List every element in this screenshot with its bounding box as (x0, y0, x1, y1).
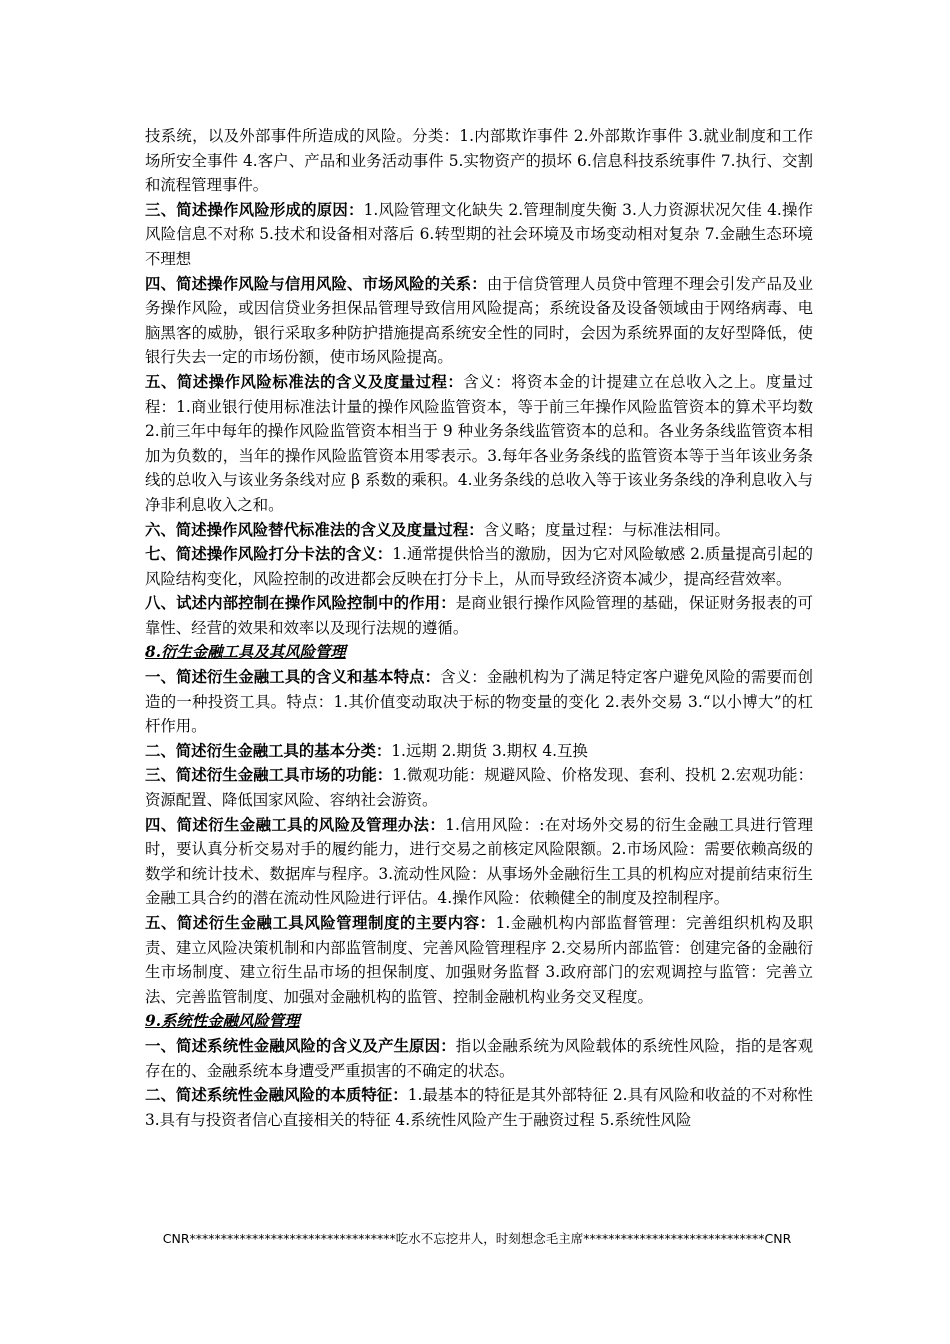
question-title: 七、简述操作风险打分卡法的含义： (145, 545, 393, 564)
qa-paragraph (145, 591, 813, 640)
answer-text: 是商业银行操作风险管理的基础，保证财务报表的可靠性、经营的效果和效率以及现行法规的遵循。 (145, 594, 813, 637)
qa-paragraph (145, 518, 813, 543)
qa-paragraph (145, 1034, 813, 1083)
qa-paragraph (145, 370, 813, 518)
qa-paragraph (145, 272, 813, 370)
qa-paragraph (145, 665, 813, 739)
section-heading: 8.衍生金融工具及其风险管理 (145, 643, 346, 662)
section-heading: 9.系统性金融风险管理 (145, 1012, 300, 1031)
answer-text: 由于信贷管理人员贷中管理不理会引发产品及业务操作风险，或因信贷业务担保品管理导致信用风险提高；系统设备及设备领域由于网络病毒、电脑黑客的威胁，银行采取多种防护措施提高系统安全性的同时，会因为系统界面的友好型降低，使银行失去一定的市场份额，使市场风险提高。 (145, 274, 813, 367)
answer-text: 1.金融机构内部监督管理：完善组织机构及职责、建立风险决策机制和内部监管制度、完善风险管理程序 2.交易所内部监管：创建完备的金融衍生市场制度、建立衍生品市场的担保制度、加强财务监督 3.政府部门的宏观调控与监管：完善立法、完善监管制度、加强对金融机构的监管、控制金融机构业务交叉程度。 (145, 914, 813, 1006)
answer-text: 1.风险管理文化缺失 2.管理制度失衡 3.人力资源状况欠佳 4.操作风险信息不对称 5.技术和设备相对落后 6.转型期的社会环境及市场变动相对复杂 7.金融生态环境不理想 (145, 200, 813, 268)
question-title: 四、简述操作风险与信用风险、市场风险的关系： (145, 274, 487, 293)
question-title: 一、简述系统性金融风险的含义及产生原因： (145, 1036, 456, 1055)
qa-paragraph (145, 542, 813, 591)
question-title: 四、简述衍生金融工具的风险及管理办法： (145, 815, 446, 834)
body-paragraph (145, 124, 813, 198)
answer-text: 指以金融系统为风险载体的系统性风险，指的是客观存在的、金融系统本身遭受严重损害的不确定的状态。 (145, 1036, 813, 1080)
answer-text: 1.通常提供恰当的激励，因为它对风险敏感 2.质量提高引起的风险结构变化，风险控制的改进都会反映在打分卡上，从而导致经济资本减少，提高经营效率。 (145, 545, 813, 588)
answer-text: 1.远期 2.期货 3.期权 4.互换 (391, 741, 588, 760)
qa-paragraph (145, 198, 813, 272)
question-title: 五、简述衍生金融工具风险管理制度的主要内容： (145, 914, 496, 932)
qa-paragraph (145, 911, 813, 1009)
qa-paragraph (145, 813, 813, 911)
question-title: 五、简述操作风险标准法的含义及度量过程： (145, 372, 464, 391)
qa-paragraph (145, 763, 813, 812)
answer-text: 1.微观功能：规避风险、价格发现、套利、投机 2.宏观功能：资源配置、降低国家风险、容纳社会游资。 (145, 766, 813, 810)
question-title: 一、简述衍生金融工具的含义和基本特点： (145, 668, 441, 687)
page-footer: CNR*********************************吃水不忘挖井人，时刻想念毛主席*****************************CNR (162, 1231, 792, 1246)
question-title: 八、试述内部控制在操作风险控制中的作用： (145, 594, 456, 613)
answer-text: 含义略；度量过程：与标准法相同。 (483, 520, 730, 539)
question-title: 二、简述系统性金融风险的本质特征： (145, 1086, 408, 1105)
answer-text: 1.信用风险：:在对场外交易的衍生金融工具进行管理时，要认真分析交易对手的履约能力，进行交易之前核定风险限额。2.市场风险：需要依赖高级的数学和统计技术、数据库与程序。3.流动性风险：从事场外金融衍生工具的机构应对提前结束衍生金融工具合约的潜在流动性风险进行评估。4.操作风险：依赖健全的制度及控制程序。 (145, 815, 813, 908)
answer-text: 技系统，以及外部事件所造成的风险。分类：1.内部欺诈事件 2.外部欺诈事件 3.就业制度和工作场所安全事件 4.客户、产品和业务活动事件 5.实物资产的损坏 6.信息科技系统事件 7.执行、交割和流程管理事件。 (145, 127, 813, 195)
answer-text: 1.最基本的特征是其外部特征 2.具有风险和收益的不对称性 3.具有与投资者信心直接相关的特征 4.系统性风险产生于融资过程 5.系统性风险 (145, 1086, 813, 1129)
qa-paragraph (145, 739, 813, 764)
question-title: 三、简述操作风险形成的原因： (145, 200, 364, 219)
qa-paragraph (145, 1083, 813, 1132)
answer-text: 含义：金融机构为了满足特定客户避免风险的需要而创造的一种投资工具。特点：1.其价值变动取决于标的物变量的变化 2.表外交易 3.“以小博大”的杠杆作用。 (145, 668, 813, 736)
question-title: 二、简述衍生金融工具的基本分类： (145, 741, 392, 760)
document-body (145, 124, 813, 1132)
answer-text: 含义：将资本金的计提建立在总收入之上。度量过程：1.商业银行使用标准法计量的操作风险监管资本，等于前三年操作风险监管资本的算术平均数 2.前三年中每年的操作风险监管资本相当于 9 种业务条线监管资本的总和。各业务条线监管资本相加为负数的，当年的操作风险监管资本用零表示。3.每年各业务条线的监管资本等于当年该业务条线的总收入与该业务条线对应 β 系数的乘积。4.业务条线的总收入等于该业务条线的净利息收入与净非利息收入之和。 (145, 372, 813, 514)
question-title: 六、简述操作风险替代标准法的含义及度量过程： (145, 520, 484, 539)
question-title: 三、简述衍生金融工具市场的功能： (145, 766, 393, 785)
